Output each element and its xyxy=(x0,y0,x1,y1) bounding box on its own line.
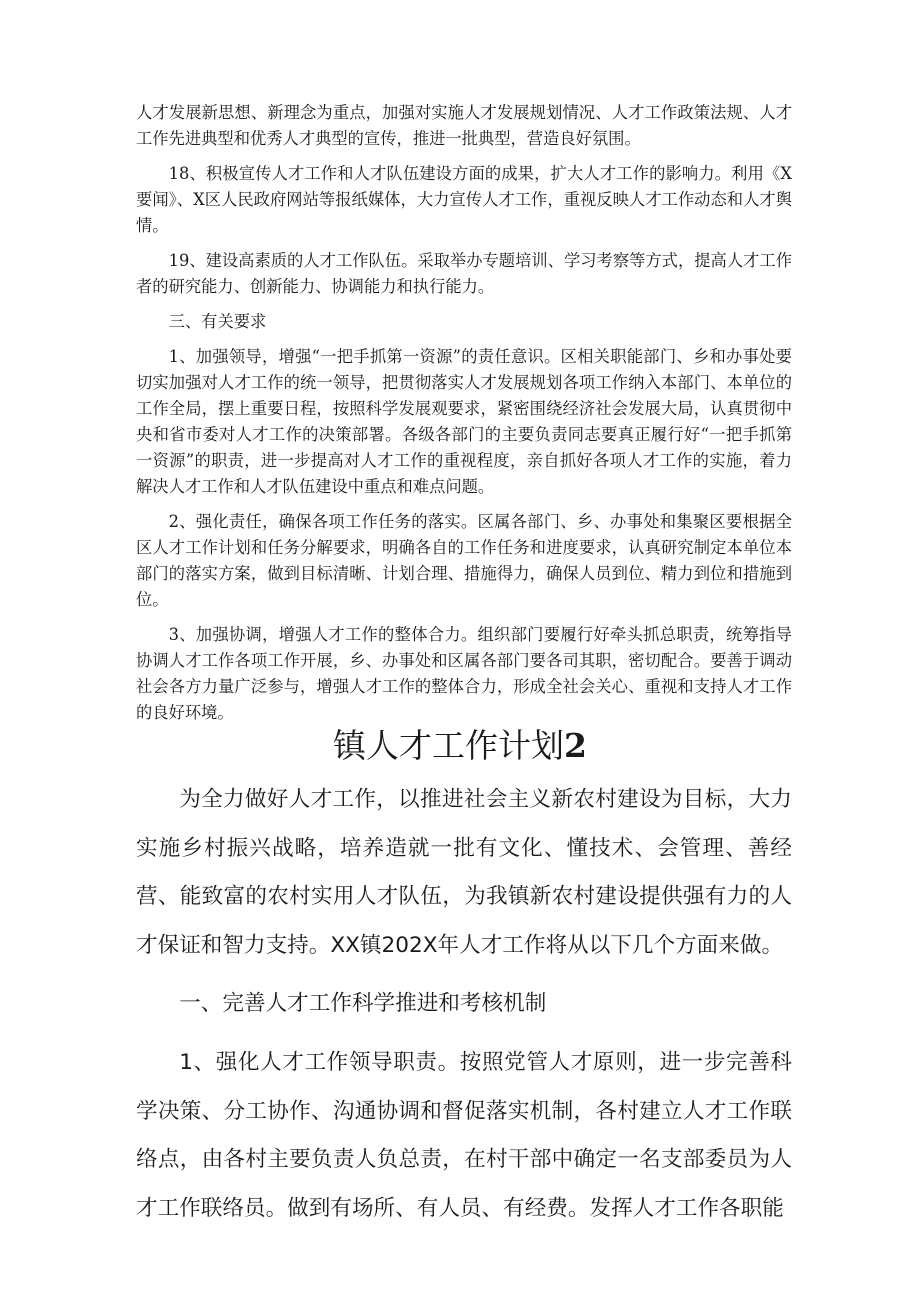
heading-requirements: 三、有关要求 xyxy=(168,312,267,331)
paragraph-publicity-intro: 人才发展新思想、新理念为重点，加强对实施人才发展规划情况、人才工作政策法规、人才工作先进典型和优秀人才典型的宣传，推进一批典型，营造良好氛围。 xyxy=(136,103,792,148)
title-number: 2 xyxy=(564,726,587,765)
paragraph-item-19: 19、建设高素质的人才工作队伍。采取举办专题培训、学习考察等方式，提高人才工作者的研究能力、创新能力、协调能力和执行能力。 xyxy=(136,251,792,296)
section-previous-plan xyxy=(136,100,792,735)
heading-mechanism: 一、完善人才工作科学推进和考核机制 xyxy=(179,991,547,1017)
paragraph-requirement-3: 3、加强协调，增强人才工作的整体合力。组织部门要履行好牵头抓总职责，统筹指导协调人才工作各项工作开展，乡、办事处和区属各部门要各司其职，密切配合。要善于调动社会各方力量广泛参与，增强人才工作的整体合力，形成全社会关心、重视和支持人才工作的良好环境。 xyxy=(136,625,792,722)
section-plan-2 xyxy=(136,776,792,1243)
document-title xyxy=(0,722,920,770)
paragraph-requirement-2: 2、强化责任，确保各项工作任务的落实。区属各部门、乡、办事处和集聚区要根据全区人才工作计划和任务分解要求，明确各自的工作任务和进度要求，认真研究制定本单位本部门的落实方案，做到目标清晰、计划合理、措施得力，确保人员到位、精力到位和措施到位。 xyxy=(136,512,792,609)
title-text: 镇人才工作计划 xyxy=(333,726,565,765)
paragraph-requirement-1: 1、加强领导，增强“一把手抓第一资源”的责任意识。区相关职能部门、乡和办事处要切实加强对人才工作的统一领导，把贯彻落实人才发展规划各项工作纳入本部门、本单位的工作全局，摆上重要日程，按照科学发展观要求，紧密围绕经济社会发展大局，认真贯彻中央和省市委对人才工作的决策部署。各级各部门的主要负责同志要真正履行好“一把手抓第一资源”的职责，进一步提高对人才工作的重视程度，亲自抓好各项人才工作的实施，着力解决人才工作和人才队伍建设中重点和难点问题。 xyxy=(136,347,792,496)
paragraph-plan-intro: 为全力做好人才工作，以推进社会主义新农村建设为目标，大力实施乡村振兴战略，培养造就一批有文化、懂技术、会管理、善经营、能致富的农村实用人才队伍，为我镇新农村建设提供强有力的人才保证和智力支持。XX镇202X年人才工作将从以下几个方面来做。 xyxy=(136,787,792,958)
paragraph-item-18: 18、积极宣传人才工作和人才队伍建设方面的成果，扩大人才工作的影响力。利用《X要闻》、X区人民政府网站等报纸媒体，大力宣传人才工作，重视反映人才工作动态和人才舆情。 xyxy=(136,164,792,235)
paragraph-leadership-duty: 1、强化人才工作领导职责。按照党管人才原则，进一步完善科学决策、分工协作、沟通协调和督促落实机制，各村建立人才工作联络点，由各村主要负责人负总责，在村干部中确定一名支部委员为人才工作联络员。做到有场所、有人员、有经费。发挥人才工作各职能 xyxy=(136,1049,792,1221)
